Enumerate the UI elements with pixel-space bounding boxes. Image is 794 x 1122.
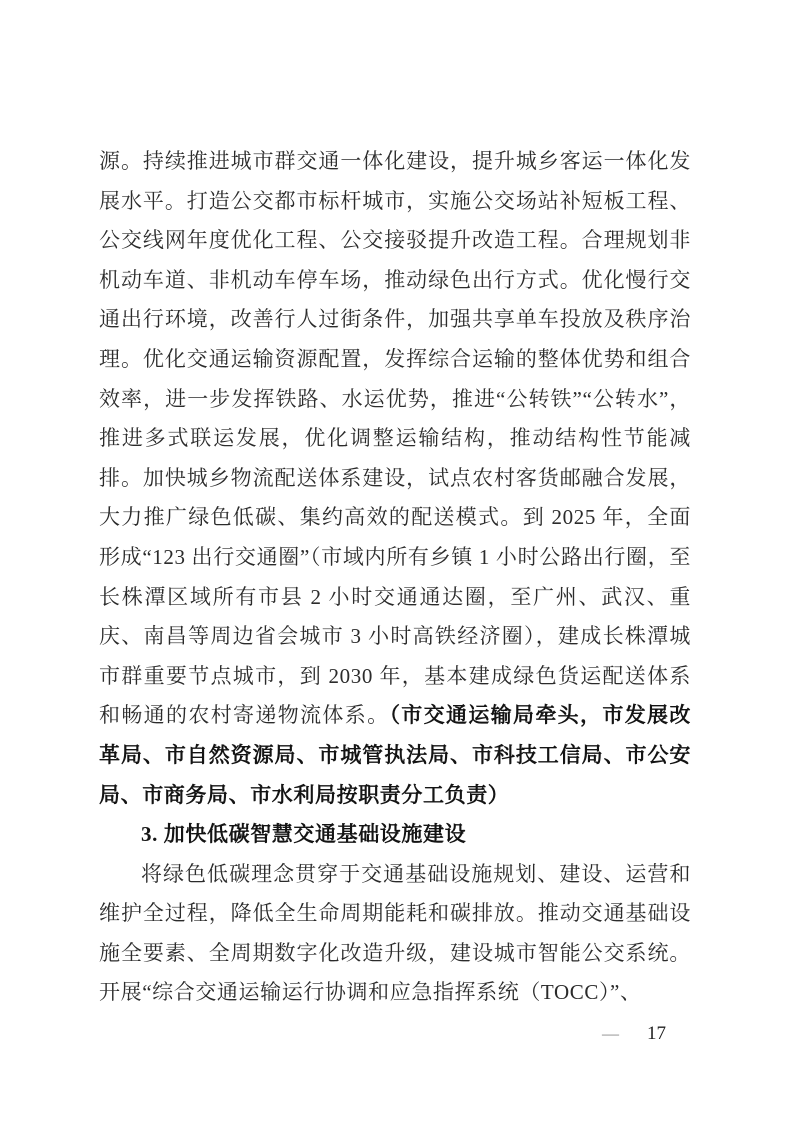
paragraph-2: 将绿色低碳理念贯穿于交通基础设施规划、建设、运营和维护全过程，降低全生命周期能耗和碳排放。推动交通基础设施全要素、全周期数字化改造升级，建设城市智能公交系统。开展“综合交通运输运行协调和应急指挥系统（TOCC）”、 bbox=[99, 861, 691, 1005]
section-heading: 3. 加快低碳智慧交通基础设施建设 bbox=[141, 822, 467, 847]
footer-dash: — bbox=[602, 1024, 619, 1043]
document-text-block bbox=[99, 142, 691, 1013]
paragraph-continuation bbox=[99, 142, 691, 815]
page-number: 17 bbox=[647, 1023, 666, 1044]
paragraph-continuation-text: 源。持续推进城市群交通一体化建设，提升城乡客运一体化发展水平。打造公交都市标杆城市，实施公交场站补短板工程、公交线网年度优化工程、公交接驳提升改造工程。合理规划非机动车道、非机动车停车场，推动绿色出行方式。优化慢行交通出行环境，改善行人过街条件，加强共享单车投放及秩序治理。优化交通运输资源配置，发挥综合运输的整体优势和组合效率，进一步发挥铁路、水运优势，推进“公转铁”“公转水”，推进多式联运发展，优化调整运输结构，推动结构性节能减排。加快城乡物流配送体系建设，试点农村客货邮融合发展，大力推广绿色低碳、集约高效的配送模式。到 2025 年，全面形成“123 出行交通圈”（市域内所有乡镇 1 小时公路出行圈，至长株潭区域所有市县 2 小时交通通达圈，至广州、武汉、重庆、南昌等周边省会城市 3 小时高铁经济圈），建成长株潭城市群重要节点城市，到 2030 年，基本建成绿色货运配送体系和畅通的农村寄递物流体系。 bbox=[99, 149, 691, 728]
page-footer bbox=[602, 1022, 666, 1046]
responsibility-clause: （市交通运输局牵头，市发展改革局、市自然资源局、市城管执法局、市科技工信局、市公安局、市商务局、市水利局按职责分工负责） bbox=[99, 703, 691, 807]
